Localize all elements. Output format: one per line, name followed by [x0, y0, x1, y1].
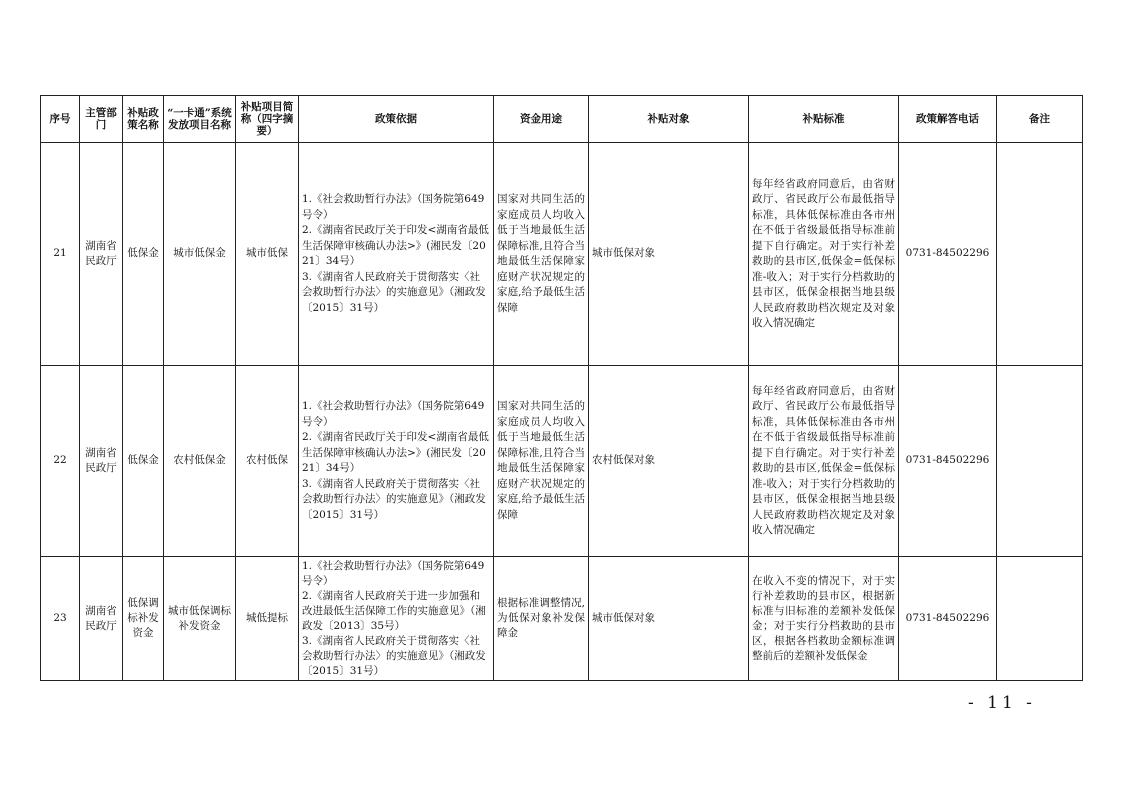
cell-seq: 23: [41, 557, 80, 681]
page-number: - 11 -: [968, 693, 1036, 713]
table-row: [41, 366, 1083, 557]
header-usage: 资金用途: [494, 96, 589, 143]
cell-usage: 国家对共同生活的家庭成员人均收入低于当地最低生活保障标准,且符合当地最低生活保障家庭财产状况规定的家庭,给予最低生活保障: [494, 143, 589, 366]
cell-target: 城市低保对象: [589, 143, 749, 366]
cell-short-name: 城市低保: [236, 143, 299, 366]
cell-phone: 0731-84502296: [899, 143, 997, 366]
cell-seq: 21: [41, 143, 80, 366]
header-department: 主管部门: [80, 96, 123, 143]
header-policy-name: 补贴政策名称: [123, 96, 164, 143]
cell-one-card: 农村低保金: [164, 366, 236, 557]
cell-one-card: 城市低保金: [164, 143, 236, 366]
cell-target: 城市低保对象: [589, 557, 749, 681]
cell-department: 湖南省民政厅: [80, 557, 123, 681]
cell-note: [997, 143, 1083, 366]
header-phone: 政策解答电话: [899, 96, 997, 143]
cell-usage: 根据标准调整情况,为低保对象补发保障金: [494, 557, 589, 681]
cell-standard: 每年经省政府同意后，由省财政厅、省民政厅公布最低指导标准，具体低保标准由各市州在不低于省级最低指导标准前提下自行确定。对于实行补差救助的县市区,低保金=低保标准-收入；对于实行分档救助的县市区，低保金根据当地县级人民政府救助档次规定及对象收入情况确定: [749, 366, 899, 557]
cell-short-name: 农村低保: [236, 366, 299, 557]
header-target: 补贴对象: [589, 96, 749, 143]
cell-note: [997, 366, 1083, 557]
table-row: [41, 557, 1083, 681]
header-basis: 政策依据: [299, 96, 494, 143]
header-seq: 序号: [41, 96, 80, 143]
cell-phone: 0731-84502296: [899, 557, 997, 681]
cell-usage: 国家对共同生活的家庭成员人均收入低于当地最低生活保障标准,且符合当地最低生活保障家庭财产状况规定的家庭,给予最低生活保障: [494, 366, 589, 557]
header-one-card: “一卡通”系统发放项目名称: [164, 96, 236, 143]
cell-standard: 每年经省政府同意后，由省财政厅、省民政厅公布最低指导标准，具体低保标准由各市州在不低于省级最低指导标准前提下自行确定。对于实行补差救助的县市区,低保金=低保标准-收入；对于实行分档救助的县市区，低保金根据当地县级人民政府救助档次规定及对象收入情况确定: [749, 143, 899, 366]
cell-basis: 1.《社会救助暂行办法》（国务院第649号令） 2.《湖南省人民政府关于进一步加强和改进最低生活保障工作的实施意见》（湘政发〔2013〕35号） 3.《湖南省人民政府关于贯彻落实〈社会救助暂行办法〉的实施意见》（湘政发〔2015〕31号）: [299, 557, 494, 681]
cell-policy-name: 低保金: [123, 143, 164, 366]
cell-short-name: 城低提标: [236, 557, 299, 681]
cell-basis: 1.《社会救助暂行办法》（国务院第649号令） 2.《湖南省民政厅关于印发<湖南省最低生活保障审核确认办法>》(湘民发〔2021〕34号） 3.《湖南省人民政府关于贯彻落实〈社会救助暂行办法〉的实施意见》（湘政发〔2015〕31号）: [299, 143, 494, 366]
cell-basis: 1.《社会救助暂行办法》（国务院第649号令） 2.《湖南省民政厅关于印发<湖南省最低生活保障审核确认办法>》(湘民发〔2021〕34号） 3.《湖南省人民政府关于贯彻落实〈社会救助暂行办法〉的实施意见》（湘政发〔2015〕31号）: [299, 366, 494, 557]
subsidy-policy-table: [40, 95, 1083, 681]
cell-policy-name: 低保调标补发资金: [123, 557, 164, 681]
cell-standard: 在收入不变的情况下，对于实行补差救助的县市区，根据新标准与旧标准的差额补发低保金；对于实行分档救助的县市区，根据各档救助金额标准调整前后的差额补发低保金: [749, 557, 899, 681]
cell-department: 湖南省民政厅: [80, 366, 123, 557]
cell-policy-name: 低保金: [123, 366, 164, 557]
cell-phone: 0731-84502296: [899, 366, 997, 557]
table-row: [41, 143, 1083, 366]
cell-target: 农村低保对象: [589, 366, 749, 557]
cell-note: [997, 557, 1083, 681]
header-note: 备注: [997, 96, 1083, 143]
cell-seq: 22: [41, 366, 80, 557]
header-short-name: 补贴项目简称（四字摘要）: [236, 96, 299, 143]
cell-one-card: 城市低保调标补发资金: [164, 557, 236, 681]
cell-department: 湖南省民政厅: [80, 143, 123, 366]
table-header-row: [41, 96, 1083, 143]
header-standard: 补贴标准: [749, 96, 899, 143]
